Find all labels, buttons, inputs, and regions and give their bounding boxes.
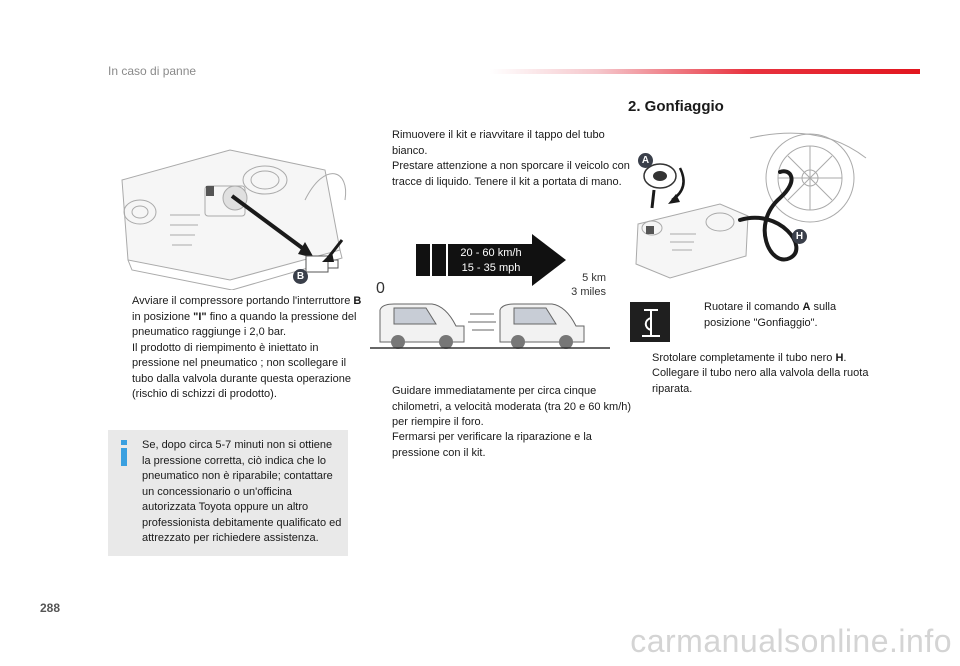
inflation-illustration	[630, 128, 870, 288]
inflation-mode-icon	[630, 302, 670, 342]
header-title: In caso di panne	[108, 64, 197, 78]
info-box	[108, 430, 348, 556]
inflation-icon-box	[630, 302, 670, 342]
label-h-badge: H	[792, 229, 807, 244]
speed-mph-label: 15 - 35 mph	[461, 262, 521, 274]
header-rule	[490, 69, 920, 74]
page-number: 288	[40, 601, 61, 615]
distance-km-label: 5 km	[582, 272, 606, 284]
distance-miles-label: 3 miles	[571, 286, 606, 298]
start-zero-label: 0	[376, 280, 385, 297]
bullet-unroll: Srotolare completamente il tubo nero H.	[652, 352, 847, 364]
compressor-switch-illustration	[110, 140, 350, 290]
info-text: Se, dopo circa 5-7 minuti non si ottiene la pressione corretta, ciò indica che lo pneumatico non è riparabile; contattare un concessionario o un'officina autorizzata Toyota oppure un altro professionista debitamente qualificato ed attrezzato per richiedere assistenza.	[142, 439, 342, 544]
info-icon	[118, 440, 130, 466]
bullet-stop: Fermarsi per verificare la riparazione e la pressione con il kit.	[392, 431, 592, 459]
bullet-rotate: Ruotare il comando A sulla posizione "Gonfiaggio".	[704, 301, 837, 329]
label-b-badge: B	[293, 269, 308, 284]
bullet-connect: Collegare il tubo nero alla valvola della ruota riparata.	[652, 367, 869, 395]
speed-kmh-label: 20 - 60 km/h	[460, 247, 522, 259]
label-a-badge: A	[638, 153, 653, 168]
watermark: carmanualsonline.info	[630, 623, 952, 659]
bullet-drive: Guidare immediatamente per circa cinque chilometri, a velocità moderata (tra 20 e 60 km/h) per riempire il foro.	[392, 385, 632, 428]
bullet-compressor: Avviare il compressore portando l'interruttore B in posizione "I" fino a quando la pressione del pneumatico raggiunge i 2,0 bar. Il prodotto di riempimento è iniettato in pressione nel pneumatico ; non scollegare il tubo dalla valvola durante questa operazione (rischio di schizzi di prodotto).	[132, 295, 362, 400]
section-title: 2. Gonfiaggio	[628, 98, 724, 115]
bullet-remove-kit: Rimuovere il kit e riavvitare il tappo del tubo bianco. Prestare attenzione a non sporcare il veicolo con tracce di liquido. Tenere il kit a portata di mano.	[392, 129, 630, 188]
